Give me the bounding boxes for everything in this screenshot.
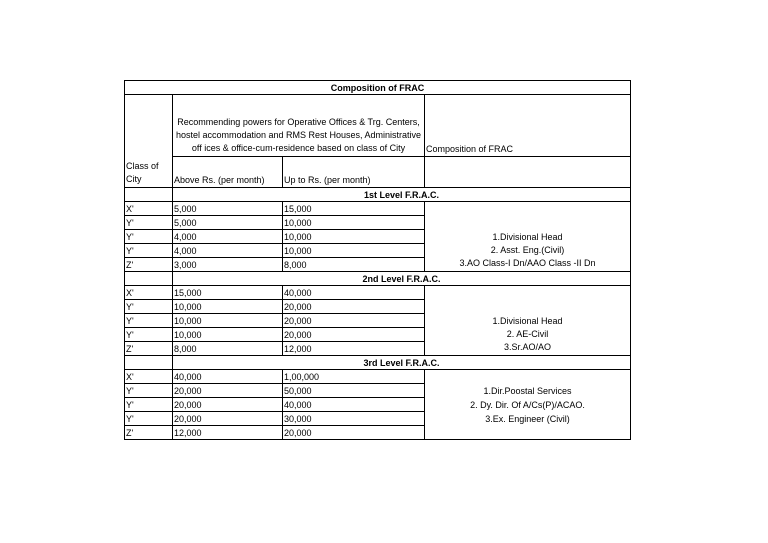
class-cell: X' bbox=[125, 370, 173, 384]
table-row bbox=[125, 202, 631, 216]
above-cell: 3,000 bbox=[173, 258, 283, 272]
up-to-cell: 15,000 bbox=[283, 202, 425, 216]
class-cell: X' bbox=[125, 202, 173, 216]
composition-header: Composition of FRAC bbox=[425, 95, 631, 157]
up-to-cell: 40,000 bbox=[283, 398, 425, 412]
above-cell: 10,000 bbox=[173, 300, 283, 314]
composition-line: 1.Divisional Head bbox=[492, 316, 563, 326]
up-to-cell: 1,00,000 bbox=[283, 370, 425, 384]
composition-line: 2. Dy. Dir. Of A/Cs(P)/ACAO. bbox=[470, 399, 585, 410]
composition-cell bbox=[425, 286, 631, 356]
header-row bbox=[125, 95, 631, 157]
class-cell: Z' bbox=[125, 426, 173, 440]
subheader-blank-cell bbox=[425, 157, 631, 188]
above-cell: 4,000 bbox=[173, 244, 283, 258]
above-cell: 8,000 bbox=[173, 342, 283, 356]
up-to-cell: 20,000 bbox=[283, 328, 425, 342]
composition-line: 3.Ex. Engineer (Civil) bbox=[485, 413, 570, 424]
up-to-cell: 10,000 bbox=[283, 230, 425, 244]
class-cell: Y' bbox=[125, 244, 173, 258]
composition-line: 2. AE-Civil bbox=[506, 329, 549, 339]
title-row bbox=[125, 81, 631, 95]
frac-table bbox=[124, 80, 631, 440]
up-to-cell: 30,000 bbox=[283, 412, 425, 426]
up-to-cell: 10,000 bbox=[283, 244, 425, 258]
table-title: Composition of FRAC bbox=[125, 81, 631, 95]
composition-line: 2. Asst. Eng.(Civil) bbox=[490, 245, 565, 255]
up-to-cell: 20,000 bbox=[283, 300, 425, 314]
class-cell: Y' bbox=[125, 398, 173, 412]
composition-line: 3.Sr.AO/AO bbox=[503, 342, 552, 352]
subheader-row bbox=[125, 157, 631, 188]
up-to-cell: 8,000 bbox=[283, 258, 425, 272]
level-header-row bbox=[125, 272, 631, 286]
level-name: 3rd Level F.R.A.C. bbox=[173, 356, 631, 370]
composition-line: 1.Dir.Poostal Services bbox=[483, 385, 572, 396]
above-cell: 5,000 bbox=[173, 216, 283, 230]
recommending-powers-header: Recommending powers for Operative Offices & Trg. Centers, hostel accommodation and RMS Rest Houses, Administrative off ices & office-cum-residence based on class of City bbox=[173, 95, 425, 157]
above-cell: 12,000 bbox=[173, 426, 283, 440]
above-cell: 20,000 bbox=[173, 412, 283, 426]
composition-line: 3.AO Class-I Dn/AAO Class -II Dn bbox=[459, 258, 596, 268]
level-header-blank-cell bbox=[125, 356, 173, 370]
up-to-cell: 40,000 bbox=[283, 286, 425, 300]
level-name: 2nd Level F.R.A.C. bbox=[173, 272, 631, 286]
above-cell: 20,000 bbox=[173, 398, 283, 412]
above-cell: 40,000 bbox=[173, 370, 283, 384]
class-cell: Z' bbox=[125, 342, 173, 356]
table-row bbox=[125, 370, 631, 384]
level-header-row bbox=[125, 356, 631, 370]
up-to-cell: 20,000 bbox=[283, 426, 425, 440]
level-header-row bbox=[125, 188, 631, 202]
class-cell: Y' bbox=[125, 314, 173, 328]
composition-cell bbox=[425, 202, 631, 272]
level-header-blank-cell bbox=[125, 272, 173, 286]
above-cell: 20,000 bbox=[173, 384, 283, 398]
composition-line: 1.Divisional Head bbox=[492, 232, 563, 242]
above-cell: 10,000 bbox=[173, 314, 283, 328]
class-cell: X' bbox=[125, 286, 173, 300]
class-cell: Y' bbox=[125, 384, 173, 398]
level-header-blank-cell bbox=[125, 188, 173, 202]
class-cell: Y' bbox=[125, 216, 173, 230]
table-row bbox=[125, 286, 631, 300]
class-cell: Y' bbox=[125, 328, 173, 342]
up-to-header: Up to Rs. (per month) bbox=[283, 157, 425, 188]
class-cell: Y' bbox=[125, 300, 173, 314]
up-to-cell: 12,000 bbox=[283, 342, 425, 356]
up-to-cell: 50,000 bbox=[283, 384, 425, 398]
level-name: 1st Level F.R.A.C. bbox=[173, 188, 631, 202]
up-to-cell: 20,000 bbox=[283, 314, 425, 328]
composition-cell bbox=[425, 370, 631, 440]
above-cell: 5,000 bbox=[173, 202, 283, 216]
class-cell: Z' bbox=[125, 258, 173, 272]
class-of-city-header: Class of City bbox=[125, 95, 173, 188]
above-cell: 10,000 bbox=[173, 328, 283, 342]
above-cell: 15,000 bbox=[173, 286, 283, 300]
class-cell: Y' bbox=[125, 412, 173, 426]
class-cell: Y' bbox=[125, 230, 173, 244]
up-to-cell: 10,000 bbox=[283, 216, 425, 230]
above-header: Above Rs. (per month) bbox=[173, 157, 283, 188]
above-cell: 4,000 bbox=[173, 230, 283, 244]
